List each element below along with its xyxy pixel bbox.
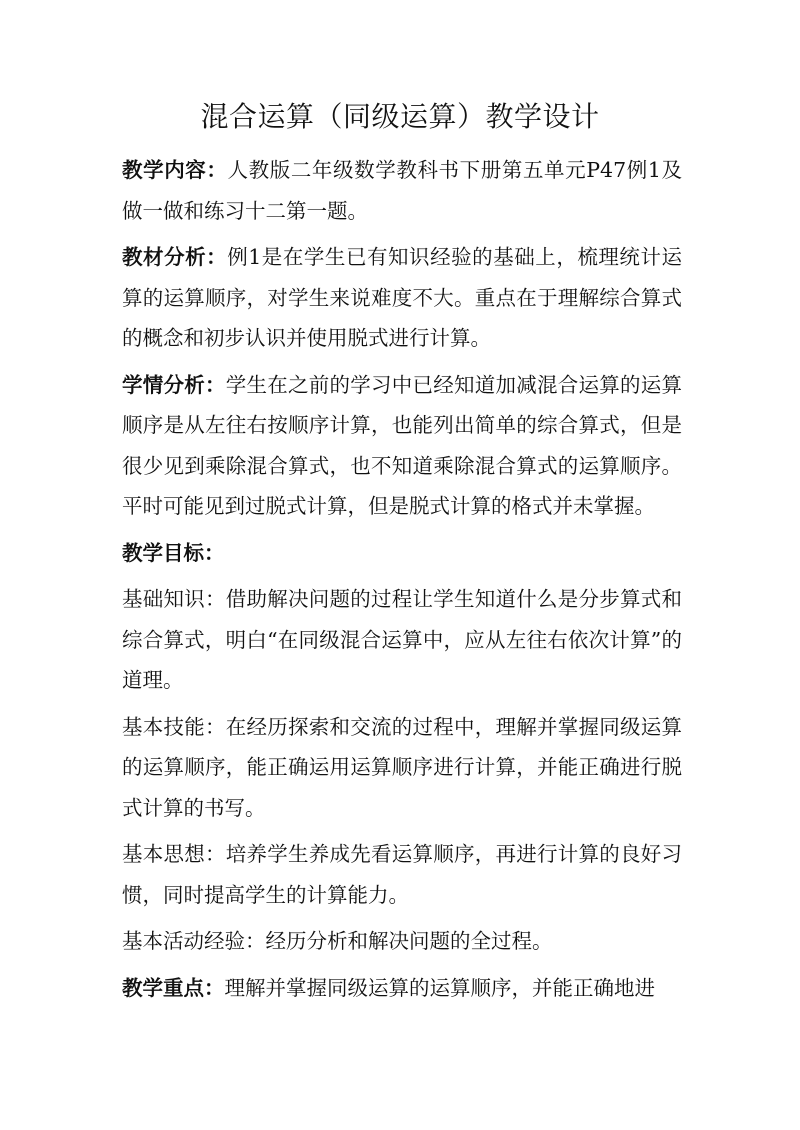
section-material-analysis	[122, 237, 682, 359]
section-label: 教学内容：	[122, 158, 228, 182]
goal-basic-knowledge	[122, 579, 682, 701]
goal-basic-skills	[122, 707, 682, 829]
section-label: 学情分析：	[122, 372, 226, 397]
section-label: 教材分析：	[122, 245, 228, 269]
document-title: 混合运算（同级运算）教学设计	[200, 100, 600, 133]
section-teaching-focus	[122, 968, 682, 1009]
goal-text: 基本活动经验：经历分析和解决问题的全过程。	[122, 929, 553, 953]
goal-text: 基本思想：培养学生养成先看运算顺序，再进行计算的良好习惯，同时提高学生的计算能力。	[122, 842, 682, 907]
section-text: 例1是在学生已有知识经验的基础上，梳理统计运算的运算顺序，对学生来说难度不大。重点在于理解综合算式的概念和初步认识并使用脱式进行计算。	[122, 245, 682, 350]
section-student-analysis	[122, 365, 682, 527]
goal-text: 基本技能：在经历探索和交流的过程中，理解并掌握同级运算的运算顺序，能正确运用运算顺序进行计算，并能正确进行脱式计算的书写。	[122, 714, 682, 820]
goal-basic-thinking	[122, 834, 682, 915]
section-teaching-goals	[122, 533, 682, 574]
section-text: 学生在之前的学习中已经知道加减混合运算的运算顺序是从左往右按顺序计算，也能列出简单的综合算式，但是很少见到乘除混合算式，也不知道乘除混合算式的运算顺序。平时可能见到过脱式计算，但是脱式计算的格式并未掌握。	[122, 372, 682, 518]
section-text: 理解并掌握同级运算的运算顺序，并能正确地进	[224, 975, 655, 1000]
goal-text: 基础知识：借助解决问题的过程让学生知道什么是分步算式和综合算式，明白“在同级混合运算中，应从左往右依次计算”的道理。	[122, 587, 682, 692]
section-label: 教学目标：	[122, 540, 225, 565]
section-text: 人教版二年级数学教科书下册第五单元P47例1及做一做和练习十二第一题。	[122, 158, 682, 223]
document-body	[122, 150, 682, 1014]
goal-activity-experience	[122, 921, 682, 962]
section-label: 教学重点：	[122, 975, 225, 1000]
section-teaching-content	[122, 150, 682, 231]
